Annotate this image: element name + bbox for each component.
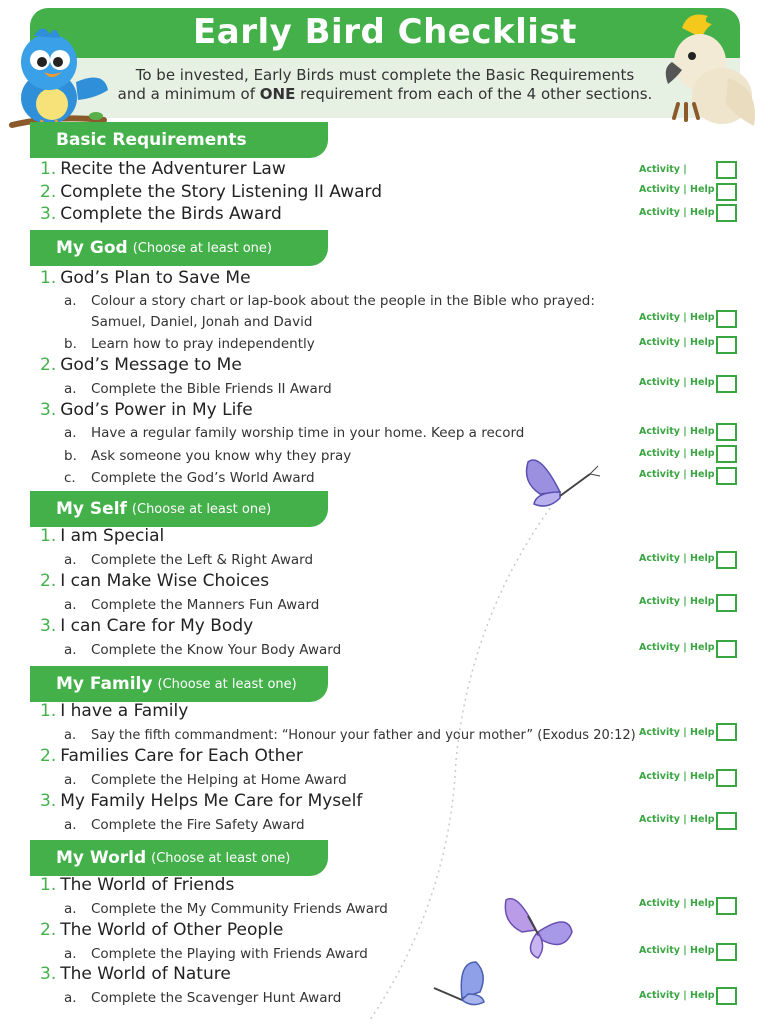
list-item: 2. Families Care for Each Other bbox=[40, 746, 303, 766]
intro-line-2: and a minimum of ONE requirement from each of the 4 other sections. bbox=[117, 85, 653, 103]
section-header-world bbox=[30, 840, 328, 876]
checkbox[interactable] bbox=[716, 723, 737, 741]
section-header-family bbox=[30, 666, 328, 702]
section-title: My Self bbox=[56, 499, 127, 519]
list-item: 3. I can Care for My Body bbox=[40, 616, 254, 636]
activity-help-tag: Activity | Help bbox=[639, 426, 715, 437]
page-title: Early Bird Checklist bbox=[193, 12, 577, 52]
activity-help-tag: Activity | Help bbox=[639, 727, 715, 738]
sub-item: c. Complete the God’s World Award bbox=[64, 470, 315, 486]
activity-help-tag: Activity | Help bbox=[639, 771, 715, 782]
list-item: 1. God’s Plan to Save Me bbox=[40, 268, 251, 288]
activity-tag: Activity | bbox=[639, 164, 687, 175]
sub-item: a. Complete the Bible Friends II Award bbox=[64, 381, 332, 397]
section-hint: (Choose at least one) bbox=[132, 240, 272, 256]
list-item: 1. Recite the Adventurer Law bbox=[40, 159, 286, 179]
checkbox[interactable] bbox=[716, 943, 737, 961]
activity-help-tag: Activity | Help bbox=[639, 596, 715, 607]
list-item: 3. The World of Nature bbox=[40, 964, 231, 984]
activity-help-tag: Activity | Help bbox=[639, 448, 715, 459]
sub-item: b. Ask someone you know why they pray bbox=[64, 448, 352, 464]
sub-item: b. Learn how to pray independently bbox=[64, 336, 315, 352]
list-item: 2. God’s Message to Me bbox=[40, 355, 242, 375]
checkbox[interactable] bbox=[716, 445, 737, 463]
checkbox[interactable] bbox=[716, 769, 737, 787]
activity-help-tag: Activity | Help bbox=[639, 312, 715, 323]
header bbox=[30, 8, 740, 118]
sub-item: a. Complete the Manners Fun Award bbox=[64, 597, 320, 613]
list-item: 1. The World of Friends bbox=[40, 875, 235, 895]
activity-help-tag: Activity | Help bbox=[639, 990, 715, 1001]
checkbox[interactable] bbox=[716, 161, 737, 179]
checkbox[interactable] bbox=[716, 812, 737, 830]
list-item: 2. I can Make Wise Choices bbox=[40, 571, 270, 591]
checkbox[interactable] bbox=[716, 310, 737, 328]
checkbox[interactable] bbox=[716, 336, 737, 354]
activity-help-tag: Activity | Help bbox=[639, 377, 715, 388]
section-header-god bbox=[30, 230, 328, 266]
checkbox[interactable] bbox=[716, 551, 737, 569]
sub-item: a. Complete the Scavenger Hunt Award bbox=[64, 990, 342, 1006]
section-hint: (Choose at least one) bbox=[151, 850, 291, 866]
section-hint: (Choose at least one) bbox=[131, 501, 272, 517]
section-title: Basic Requirements bbox=[56, 130, 247, 150]
checkbox[interactable] bbox=[716, 375, 737, 393]
activity-help-tag: Activity | Help bbox=[639, 337, 715, 348]
intro-text bbox=[30, 66, 740, 104]
activity-help-tag: Activity | Help bbox=[639, 945, 715, 956]
sub-item: a. Complete the Playing with Friends Award bbox=[64, 946, 368, 962]
sub-item: a. Complete the Helping at Home Award bbox=[64, 772, 347, 788]
checkbox[interactable] bbox=[716, 467, 737, 485]
butterfly-icon bbox=[498, 892, 578, 964]
checkbox[interactable] bbox=[716, 183, 737, 201]
sub-item: a. Have a regular family worship time in your home. Keep a record bbox=[64, 425, 525, 441]
activity-help-tag: Activity | Help bbox=[639, 898, 715, 909]
intro-line-1: To be invested, Early Birds must complete the Basic Requirements bbox=[135, 66, 635, 84]
list-item: 3. God’s Power in My Life bbox=[40, 400, 253, 420]
list-item: 3. My Family Helps Me Care for Myself bbox=[40, 791, 363, 811]
section-hint: (Choose at least one) bbox=[157, 676, 297, 692]
activity-help-tag: Activity | Help bbox=[639, 207, 715, 218]
sub-item: a. Complete the Left & Right Award bbox=[64, 552, 314, 568]
list-item: 1. I have a Family bbox=[40, 701, 189, 721]
list-item: 3. Complete the Birds Award bbox=[40, 204, 282, 224]
activity-help-tag: Activity | Help bbox=[639, 642, 715, 653]
list-item: 1. I am Special bbox=[40, 526, 165, 546]
checkbox[interactable] bbox=[716, 594, 737, 612]
butterfly-icon bbox=[520, 452, 604, 512]
section-title: My God bbox=[56, 238, 128, 258]
sub-item: a. Complete the My Community Friends Award bbox=[64, 901, 388, 917]
sub-item: a. Say the fifth commandment: “Honour your father and your mother” (Exodus 20:12) bbox=[64, 728, 636, 743]
checkbox[interactable] bbox=[716, 204, 737, 222]
section-title: My World bbox=[56, 848, 147, 868]
activity-help-tag: Activity | Help bbox=[639, 469, 715, 480]
checkbox[interactable] bbox=[716, 640, 737, 658]
checkbox[interactable] bbox=[716, 897, 737, 915]
section-header-basic bbox=[30, 122, 328, 158]
list-item: 2. The World of Other People bbox=[40, 920, 284, 940]
section-title: My Family bbox=[56, 674, 153, 694]
activity-help-tag: Activity | Help bbox=[639, 184, 715, 195]
sub-item: a. Complete the Fire Safety Award bbox=[64, 817, 305, 833]
sub-item: a. Complete the Know Your Body Award bbox=[64, 642, 342, 658]
section-header-self bbox=[30, 491, 328, 527]
butterfly-icon bbox=[428, 958, 494, 1010]
cockatoo-icon bbox=[642, 8, 764, 132]
list-item: 2. Complete the Story Listening II Award bbox=[40, 182, 382, 202]
activity-help-tag: Activity | Help bbox=[639, 814, 715, 825]
activity-help-tag: Activity | Help bbox=[639, 553, 715, 564]
sub-item: a. Colour a story chart or lap-book about the people in the Bible who prayed: Samuel, Daniel, Jonah and David bbox=[64, 293, 595, 330]
checkbox[interactable] bbox=[716, 423, 737, 441]
checkbox[interactable] bbox=[716, 987, 737, 1005]
